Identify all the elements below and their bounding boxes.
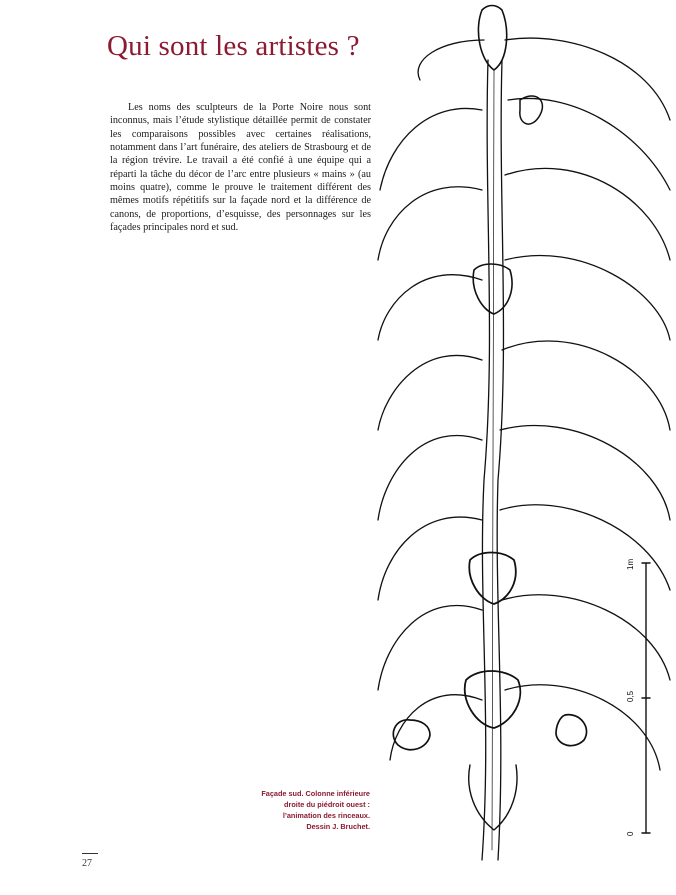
caption-line-1: Façade sud. Colonne inférieure bbox=[261, 789, 370, 798]
stem-right-line bbox=[497, 60, 503, 860]
scroll-arc bbox=[378, 275, 482, 340]
page-number: 27 bbox=[82, 858, 92, 869]
body-paragraph: Les noms des sculpteurs de la Porte Noire nous sont inconnus, mais l’étude stylistique détaillée permit de constater les comparaisons possibles avec certaines réalisations, notamment dans l’art funéraire, des ateliers de Strasbourg et de la région trévire. Le travail a été confié à une équipe qui a réparti la tâche du décor de l’arc entre plusieurs « mains » (au moins quatre), comme le prouve le traitement différent des mêmes motifs répétitifs sur la façade nord et la différence de canons, de proportions, d’esquisse, des personnages sur les façades principales nord et sud. bbox=[110, 102, 371, 234]
scroll-arc bbox=[378, 517, 482, 600]
scroll-arc bbox=[378, 605, 482, 690]
scroll-arc bbox=[505, 38, 670, 120]
scale-bar bbox=[642, 563, 650, 833]
figure-caption bbox=[230, 788, 370, 832]
scale-label-top: 1m bbox=[626, 558, 635, 570]
scroll-arc bbox=[505, 685, 660, 770]
bird-motif bbox=[520, 96, 543, 124]
scroll-arc bbox=[378, 355, 482, 430]
scroll-arc bbox=[502, 595, 670, 680]
page-number-rule bbox=[82, 853, 98, 854]
knot-cluster bbox=[473, 264, 512, 314]
leaf-left bbox=[393, 720, 430, 750]
figure-top bbox=[478, 6, 506, 71]
caption-line-4: Dessin J. Bruchet. bbox=[306, 822, 370, 831]
scroll-arc bbox=[378, 187, 482, 260]
scroll-arc bbox=[500, 505, 670, 590]
scroll-arc bbox=[502, 341, 670, 430]
scroll-arc bbox=[505, 168, 670, 260]
bottom-leaf bbox=[469, 765, 517, 830]
page-title: Qui sont les artistes ? bbox=[107, 30, 360, 62]
caption-line-2: droite du piédroit ouest : bbox=[284, 800, 370, 809]
stem-left-line bbox=[482, 60, 489, 860]
scroll-arc bbox=[378, 435, 482, 520]
scale-label-bottom: 0 bbox=[626, 831, 635, 836]
scroll-arc bbox=[380, 108, 482, 190]
column-scroll-drawing bbox=[370, 0, 676, 895]
scale-label-middle: 0,5 bbox=[626, 690, 635, 702]
scroll-arc bbox=[505, 255, 670, 340]
leaf-right bbox=[556, 715, 587, 746]
scroll-arc bbox=[418, 40, 484, 80]
caption-line-3: l’animation des rinceaux. bbox=[282, 811, 370, 820]
